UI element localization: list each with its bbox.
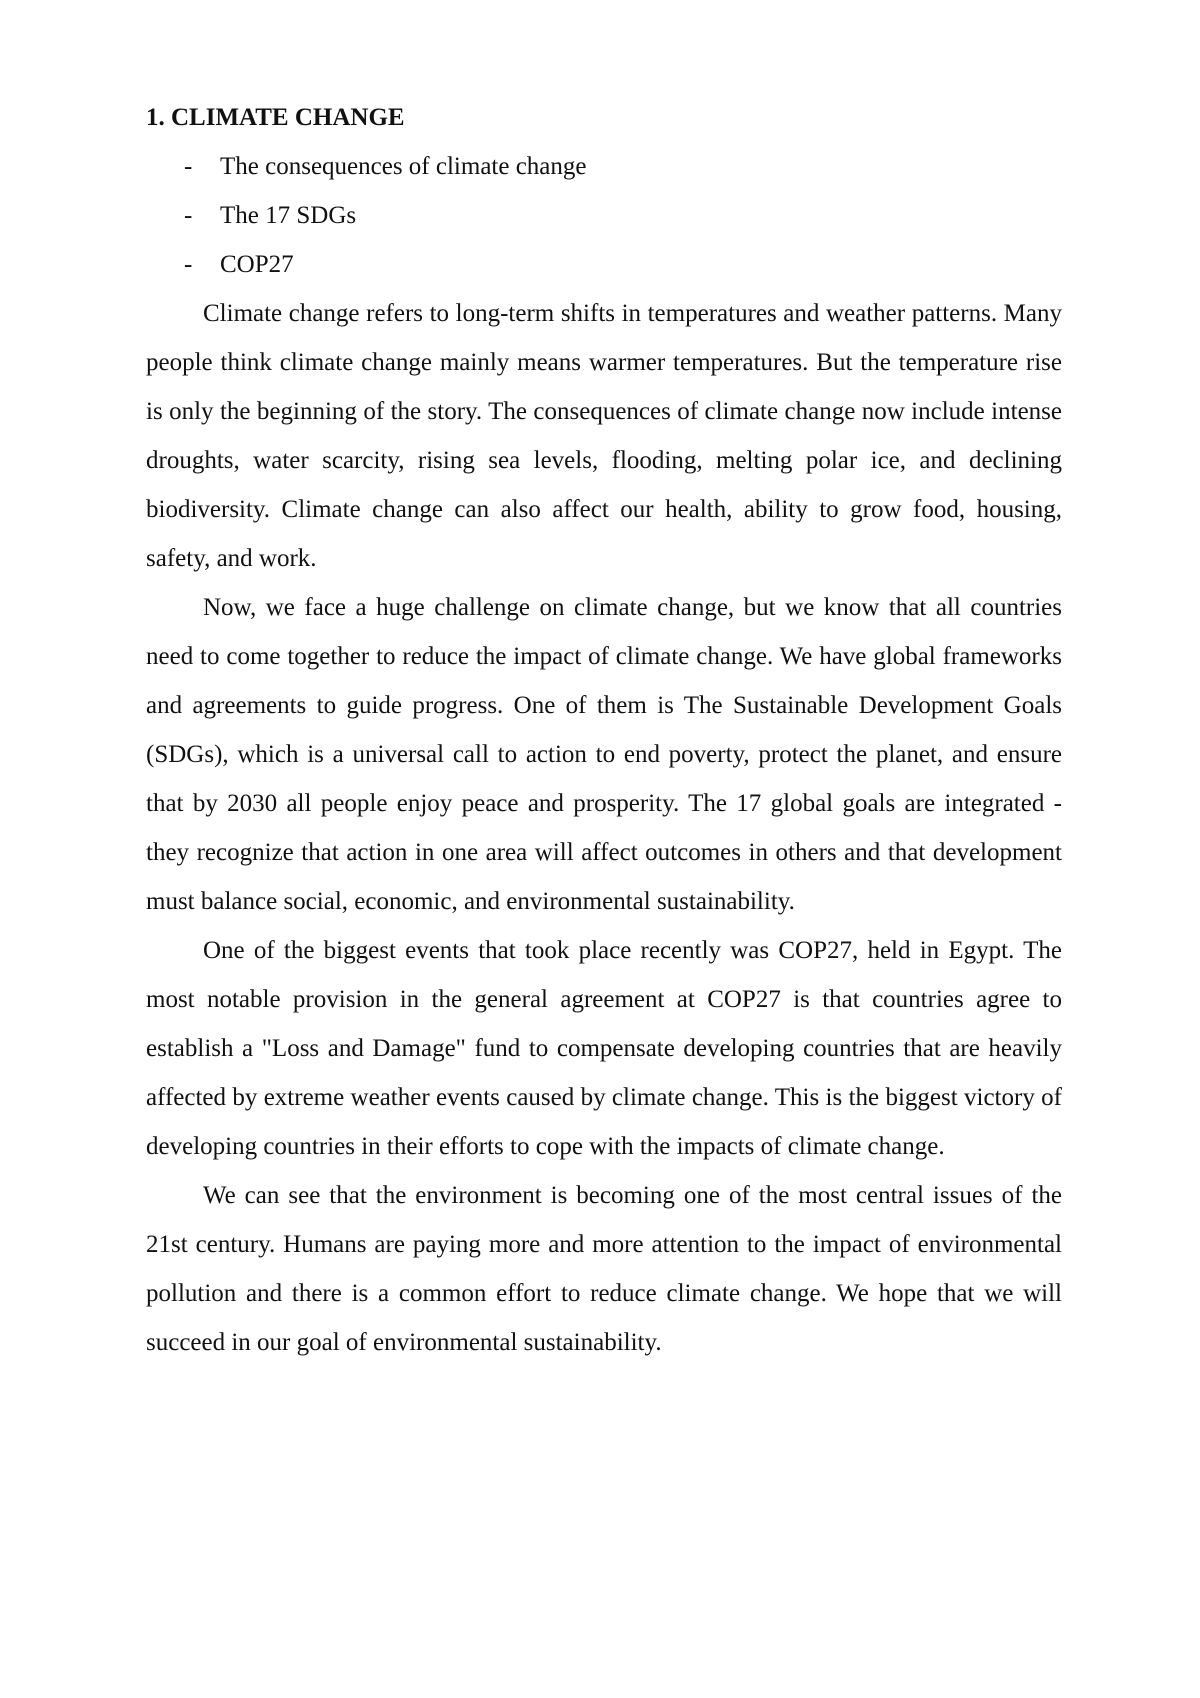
bullet-dash: - — [184, 153, 193, 180]
paragraph-sdgs: Now, we face a huge challenge on climate change, but we know that all countries need to come together to reduce the impact of climate change. We have global frameworks and agreements to guide progress. One of them is The Sustainable Development Goals (SDGs), which is a universal call to action to end poverty, protect the planet, and ensure that by 2030 all people enjoy peace and prosperity. The 17 global goals are integrated - they recognize that action in one area will affect outcomes in others and that development must balance social, economic, and environmental sustainability. — [146, 594, 1062, 915]
section-heading: 1. CLIMATE CHANGE — [146, 104, 405, 131]
topic-text: COP27 — [220, 251, 294, 278]
topic-list-item — [146, 240, 1062, 289]
bullet-dash: - — [184, 202, 193, 229]
paragraph-cop27: One of the biggest events that took place recently was COP27, held in Egypt. The most notable provision in the general agreement at COP27 is that countries agree to establish a "Loss and Damage" fund to compensate developing countries that are heavily affected by extreme weather events caused by climate change. This is the biggest victory of developing countries in their efforts to cope with the impacts of climate change. — [146, 937, 1062, 1160]
topic-list — [146, 142, 1062, 289]
topic-list-item — [146, 191, 1062, 240]
topic-list-item — [146, 142, 1062, 191]
document-body — [146, 94, 1062, 1367]
bullet-dash: - — [184, 251, 193, 278]
paragraph-conclusion: We can see that the environment is becoming one of the most central issues of the 21st century. Humans are paying more and more attention to the impact of environmental pollution and there is a common effort to reduce climate change. We hope that we will succeed in our goal of environmental sustainability. — [146, 1182, 1062, 1356]
topic-text: The 17 SDGs — [220, 202, 357, 229]
topic-text: The consequences of climate change — [220, 153, 587, 180]
paragraph-definition: Climate change refers to long-term shifts in temperatures and weather patterns. Many people think climate change mainly means warmer temperatures. But the temperature rise is only the beginning of the story. The consequences of climate change now include intense droughts, water scarcity, rising sea levels, flooding, melting polar ice, and declining biodiversity. Climate change can also affect our health, ability to grow food, housing, safety, and work. — [146, 300, 1062, 572]
